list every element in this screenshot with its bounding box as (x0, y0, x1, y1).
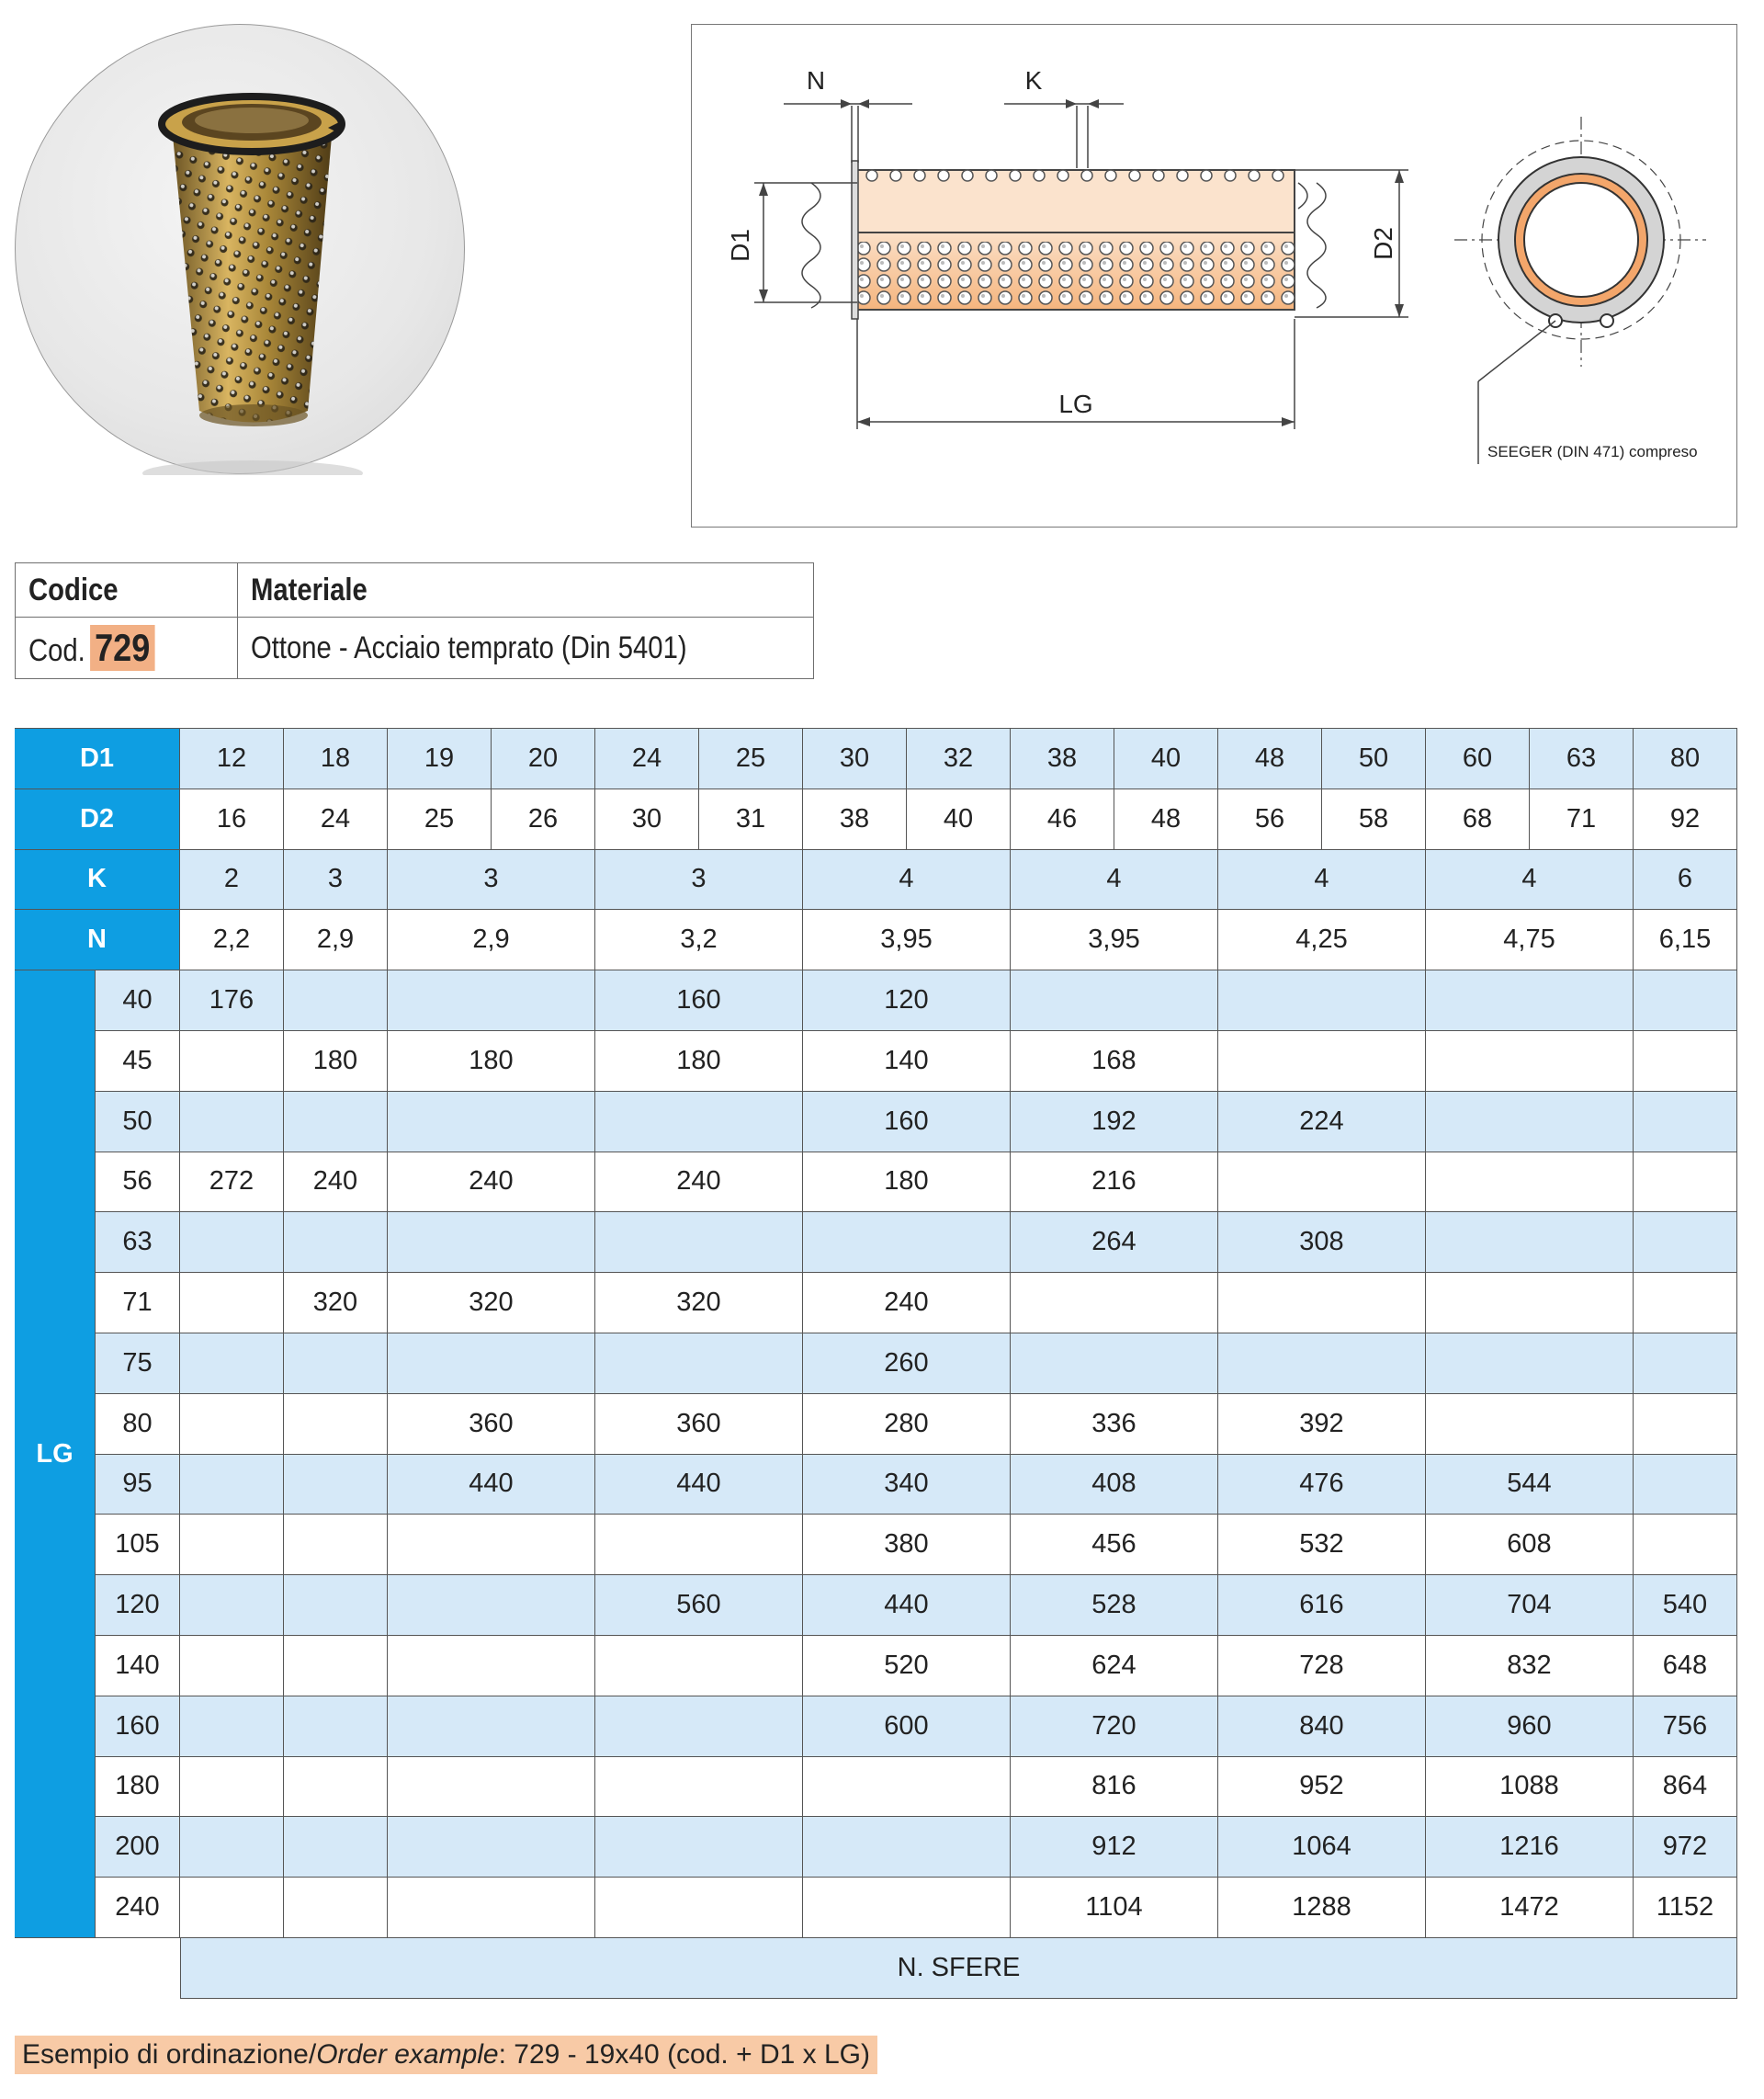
k-value: 2 (180, 850, 284, 911)
ball-count-cell: 240 (803, 1273, 1011, 1333)
ball-count-cell: 840 (1218, 1696, 1426, 1757)
ball-count-cell: 600 (803, 1696, 1011, 1757)
ball-count-cell: 380 (803, 1515, 1011, 1575)
d2-value: 56 (1218, 789, 1322, 850)
n-value: 2,9 (284, 910, 388, 970)
lg-value: 105 (96, 1515, 180, 1575)
ball-count-cell: 160 (803, 1092, 1011, 1152)
d1-value: 19 (388, 729, 492, 789)
ball-count-cell (284, 1817, 388, 1878)
ball-count-cell (284, 1333, 388, 1394)
ball-count-cell (388, 1212, 595, 1273)
ball-count-cell: 560 (595, 1575, 803, 1636)
ball-count-cell: 308 (1218, 1212, 1426, 1273)
d1-value: 24 (595, 729, 699, 789)
ball-count-cell (1011, 1273, 1218, 1333)
ball-count-cell (388, 970, 595, 1031)
lg-value: 75 (96, 1333, 180, 1394)
lg-value: 180 (96, 1757, 180, 1818)
k-value: 3 (284, 850, 388, 911)
ball-count-cell (284, 1092, 388, 1152)
d2-value: 30 (595, 789, 699, 850)
ball-count-cell: 440 (803, 1575, 1011, 1636)
lg-value: 140 (96, 1636, 180, 1696)
ball-count-cell: 1472 (1426, 1878, 1634, 1938)
ball-count-cell: 960 (1426, 1696, 1634, 1757)
ball-count-cell (284, 1212, 388, 1273)
ball-count-cell (595, 1092, 803, 1152)
ball-count-cell (1634, 1212, 1737, 1273)
material-cell: Ottone - Acciaio temprato (Din 5401) (238, 618, 814, 679)
d1-value: 30 (803, 729, 907, 789)
ball-count-cell (595, 1636, 803, 1696)
d1-value: 25 (699, 729, 803, 789)
d1-value: 50 (1322, 729, 1426, 789)
ball-count-cell (284, 1575, 388, 1636)
ball-count-cell (803, 1212, 1011, 1273)
technical-drawing (691, 24, 1737, 528)
ball-count-cell (1426, 970, 1634, 1031)
ball-count-cell (180, 1757, 284, 1818)
ball-count-cell (388, 1515, 595, 1575)
n-row-label: N (15, 910, 180, 970)
k-value: 4 (1218, 850, 1426, 911)
d1-value: 80 (1634, 729, 1737, 789)
d2-value: 58 (1322, 789, 1426, 850)
order-label-en: Order example (316, 2039, 499, 2070)
ball-count-cell (284, 1878, 388, 1938)
lg-value: 63 (96, 1212, 180, 1273)
ball-count-cell: 180 (803, 1152, 1011, 1213)
d1-row-label: D1 (15, 729, 180, 789)
d2-value: 25 (388, 789, 492, 850)
d2-value: 48 (1114, 789, 1218, 850)
code-header: Codice (16, 563, 238, 618)
lg-row-label: LG (15, 970, 96, 1938)
ball-count-cell (1218, 1031, 1426, 1092)
ball-count-cell: 440 (595, 1455, 803, 1515)
ball-count-cell: 264 (1011, 1212, 1218, 1273)
d2-value: 68 (1426, 789, 1530, 850)
ball-count-cell: 972 (1634, 1817, 1737, 1878)
ball-count-cell (1634, 1394, 1737, 1455)
ball-count-cell: 728 (1218, 1636, 1426, 1696)
ball-count-cell: 456 (1011, 1515, 1218, 1575)
ball-count-cell: 476 (1218, 1455, 1426, 1515)
ball-count-cell (803, 1878, 1011, 1938)
material-header: Materiale (238, 563, 814, 618)
d1-value: 40 (1114, 729, 1218, 789)
k-row-label: K (15, 850, 180, 911)
ball-count-cell (180, 1273, 284, 1333)
ball-count-cell: 392 (1218, 1394, 1426, 1455)
ball-count-cell (803, 1757, 1011, 1818)
ball-count-cell (595, 1212, 803, 1273)
ball-count-cell (1426, 1031, 1634, 1092)
n-value: 6,15 (1634, 910, 1737, 970)
ball-count-cell (1218, 1273, 1426, 1333)
d2-value: 26 (492, 789, 595, 850)
d1-value: 38 (1011, 729, 1114, 789)
n-value: 4,75 (1426, 910, 1634, 970)
lg-value: 160 (96, 1696, 180, 1757)
d2-value: 24 (284, 789, 388, 850)
ball-cage-image (16, 25, 466, 475)
ball-count-cell: 1288 (1218, 1878, 1426, 1938)
ball-count-cell: 280 (803, 1394, 1011, 1455)
ball-count-cell (284, 970, 388, 1031)
ball-count-cell (595, 1878, 803, 1938)
ball-count-cell (388, 1092, 595, 1152)
ball-count-cell (595, 1817, 803, 1878)
ball-count-cell (595, 1696, 803, 1757)
n-value: 4,25 (1218, 910, 1426, 970)
ball-count-cell (388, 1333, 595, 1394)
ball-count-cell (1011, 970, 1218, 1031)
ball-count-cell (180, 1636, 284, 1696)
n-label: N (806, 66, 826, 95)
ball-count-cell: 360 (595, 1394, 803, 1455)
n-value: 2,9 (388, 910, 595, 970)
d2-value: 92 (1634, 789, 1737, 850)
d1-value: 63 (1530, 729, 1634, 789)
ball-count-cell (1011, 1333, 1218, 1394)
lg-value: 240 (96, 1878, 180, 1938)
dimensions-table (15, 728, 1737, 1999)
d1-value: 12 (180, 729, 284, 789)
lg-value: 95 (96, 1455, 180, 1515)
lg-value: 50 (96, 1092, 180, 1152)
d1-value: 18 (284, 729, 388, 789)
ball-count-cell: 240 (388, 1152, 595, 1213)
ball-count-cell (180, 1031, 284, 1092)
k-value: 3 (595, 850, 803, 911)
ball-count-cell: 952 (1218, 1757, 1426, 1818)
k-value: 4 (803, 850, 1011, 911)
ball-count-cell: 616 (1218, 1575, 1426, 1636)
ball-count-cell: 240 (595, 1152, 803, 1213)
ball-count-cell (1634, 1092, 1737, 1152)
ball-count-cell: 1152 (1634, 1878, 1737, 1938)
ball-count-cell (284, 1757, 388, 1818)
ball-count-cell (388, 1757, 595, 1818)
code-cell (16, 618, 238, 679)
k-value: 4 (1011, 850, 1218, 911)
ball-count-cell (284, 1394, 388, 1455)
ball-count-cell: 240 (284, 1152, 388, 1213)
n-value: 3,95 (1011, 910, 1218, 970)
ball-count-cell (1426, 1152, 1634, 1213)
ball-count-cell (180, 1575, 284, 1636)
ball-count-cell: 320 (388, 1273, 595, 1333)
ball-count-cell (1426, 1394, 1634, 1455)
k-value: 3 (388, 850, 595, 911)
ball-count-cell: 224 (1218, 1092, 1426, 1152)
d1-value: 32 (907, 729, 1011, 789)
d2-value: 46 (1011, 789, 1114, 850)
ball-count-cell (1634, 1273, 1737, 1333)
lg-value: 71 (96, 1273, 180, 1333)
ball-count-cell (1634, 970, 1737, 1031)
ball-count-cell: 540 (1634, 1575, 1737, 1636)
lg-value: 45 (96, 1031, 180, 1092)
ball-count-footer: N. SFERE (180, 1938, 1737, 1999)
ball-count-cell: 528 (1011, 1575, 1218, 1636)
ball-count-cell: 180 (388, 1031, 595, 1092)
lg-label: LG (1058, 390, 1093, 418)
lg-value: 40 (96, 970, 180, 1031)
ball-count-cell: 340 (803, 1455, 1011, 1515)
ball-count-cell (284, 1455, 388, 1515)
ball-count-cell (388, 1878, 595, 1938)
d1-value: 60 (1426, 729, 1530, 789)
d1-value: 20 (492, 729, 595, 789)
ball-count-cell (595, 1757, 803, 1818)
d2-value: 40 (907, 789, 1011, 850)
d2-label: D2 (1369, 227, 1397, 260)
ball-count-cell (388, 1636, 595, 1696)
ball-count-cell (284, 1696, 388, 1757)
ball-count-cell: 180 (595, 1031, 803, 1092)
ball-count-cell: 272 (180, 1152, 284, 1213)
ball-count-cell (1218, 1152, 1426, 1213)
ball-count-cell (180, 1092, 284, 1152)
d2-value: 71 (1530, 789, 1634, 850)
ball-count-cell (180, 1333, 284, 1394)
ball-count-cell (1634, 1515, 1737, 1575)
ball-count-cell (803, 1817, 1011, 1878)
ball-count-cell (1426, 1212, 1634, 1273)
d1-label: D1 (726, 229, 754, 262)
d1-value: 48 (1218, 729, 1322, 789)
ball-count-cell: 260 (803, 1333, 1011, 1394)
code-prefix: Cod. (28, 633, 85, 668)
ball-count-cell: 704 (1426, 1575, 1634, 1636)
d2-value: 16 (180, 789, 284, 850)
ball-count-cell: 336 (1011, 1394, 1218, 1455)
ball-count-cell: 1216 (1426, 1817, 1634, 1878)
ball-count-cell: 608 (1426, 1515, 1634, 1575)
ball-count-cell: 160 (595, 970, 803, 1031)
order-label-it: Esempio di ordinazione/ (22, 2039, 317, 2070)
k-label: K (1024, 66, 1043, 95)
ball-count-cell (284, 1515, 388, 1575)
ball-count-cell: 544 (1426, 1455, 1634, 1515)
n-value: 3,95 (803, 910, 1011, 970)
ball-count-cell: 120 (803, 970, 1011, 1031)
ball-count-cell: 648 (1634, 1636, 1737, 1696)
ball-count-cell: 216 (1011, 1152, 1218, 1213)
ball-count-cell: 756 (1634, 1696, 1737, 1757)
ball-count-cell: 320 (284, 1273, 388, 1333)
code-value: 729 (90, 625, 155, 671)
k-value: 6 (1634, 850, 1737, 911)
ball-count-cell (180, 1455, 284, 1515)
ball-count-cell: 1088 (1426, 1757, 1634, 1818)
ball-count-cell: 176 (180, 970, 284, 1031)
d2-row-label: D2 (15, 789, 180, 850)
ball-count-cell: 320 (595, 1273, 803, 1333)
ball-count-cell: 720 (1011, 1696, 1218, 1757)
ball-count-cell: 408 (1011, 1455, 1218, 1515)
lg-value: 80 (96, 1394, 180, 1455)
ball-count-cell: 140 (803, 1031, 1011, 1092)
ball-count-cell (1634, 1455, 1737, 1515)
ball-count-cell: 816 (1011, 1757, 1218, 1818)
ball-count-cell (1634, 1152, 1737, 1213)
ball-count-cell: 440 (388, 1455, 595, 1515)
ball-count-cell: 912 (1011, 1817, 1218, 1878)
ball-count-cell (180, 1394, 284, 1455)
ball-count-cell (180, 1696, 284, 1757)
code-material-table (15, 562, 814, 679)
ball-count-cell: 624 (1011, 1636, 1218, 1696)
lg-value: 120 (96, 1575, 180, 1636)
ball-count-cell (180, 1878, 284, 1938)
d2-value: 31 (699, 789, 803, 850)
ball-count-cell (388, 1575, 595, 1636)
ball-count-cell: 360 (388, 1394, 595, 1455)
n-value: 2,2 (180, 910, 284, 970)
ball-count-cell: 168 (1011, 1031, 1218, 1092)
ball-count-cell: 864 (1634, 1757, 1737, 1818)
seeger-note: SEEGER (DIN 471) compreso (1487, 443, 1698, 460)
ball-count-cell (595, 1515, 803, 1575)
ball-count-cell (180, 1817, 284, 1878)
product-photo (15, 24, 465, 474)
lg-value: 200 (96, 1817, 180, 1878)
ball-count-cell (284, 1636, 388, 1696)
order-example (15, 2036, 877, 2074)
n-value: 3,2 (595, 910, 803, 970)
ball-count-cell (1426, 1333, 1634, 1394)
ball-count-cell: 520 (803, 1636, 1011, 1696)
ball-count-cell (180, 1212, 284, 1273)
ball-count-cell: 192 (1011, 1092, 1218, 1152)
ball-count-cell (1634, 1333, 1737, 1394)
ball-count-cell: 1064 (1218, 1817, 1426, 1878)
ball-count-cell (388, 1817, 595, 1878)
order-value: : 729 - 19x40 (cod. + D1 x LG) (498, 2039, 870, 2070)
d2-value: 38 (803, 789, 907, 850)
ball-count-cell: 180 (284, 1031, 388, 1092)
ball-count-cell (1426, 1273, 1634, 1333)
ball-count-cell: 832 (1426, 1636, 1634, 1696)
ball-count-cell: 1104 (1011, 1878, 1218, 1938)
ball-count-cell: 532 (1218, 1515, 1426, 1575)
ball-count-cell (1218, 1333, 1426, 1394)
ball-count-cell (1634, 1031, 1737, 1092)
lg-value: 56 (96, 1152, 180, 1213)
ball-count-cell (388, 1696, 595, 1757)
ball-count-cell (180, 1515, 284, 1575)
ball-count-cell (1218, 970, 1426, 1031)
dimension-drawing (692, 25, 1738, 528)
ball-count-cell (595, 1333, 803, 1394)
k-value: 4 (1426, 850, 1634, 911)
ball-count-cell (1426, 1092, 1634, 1152)
